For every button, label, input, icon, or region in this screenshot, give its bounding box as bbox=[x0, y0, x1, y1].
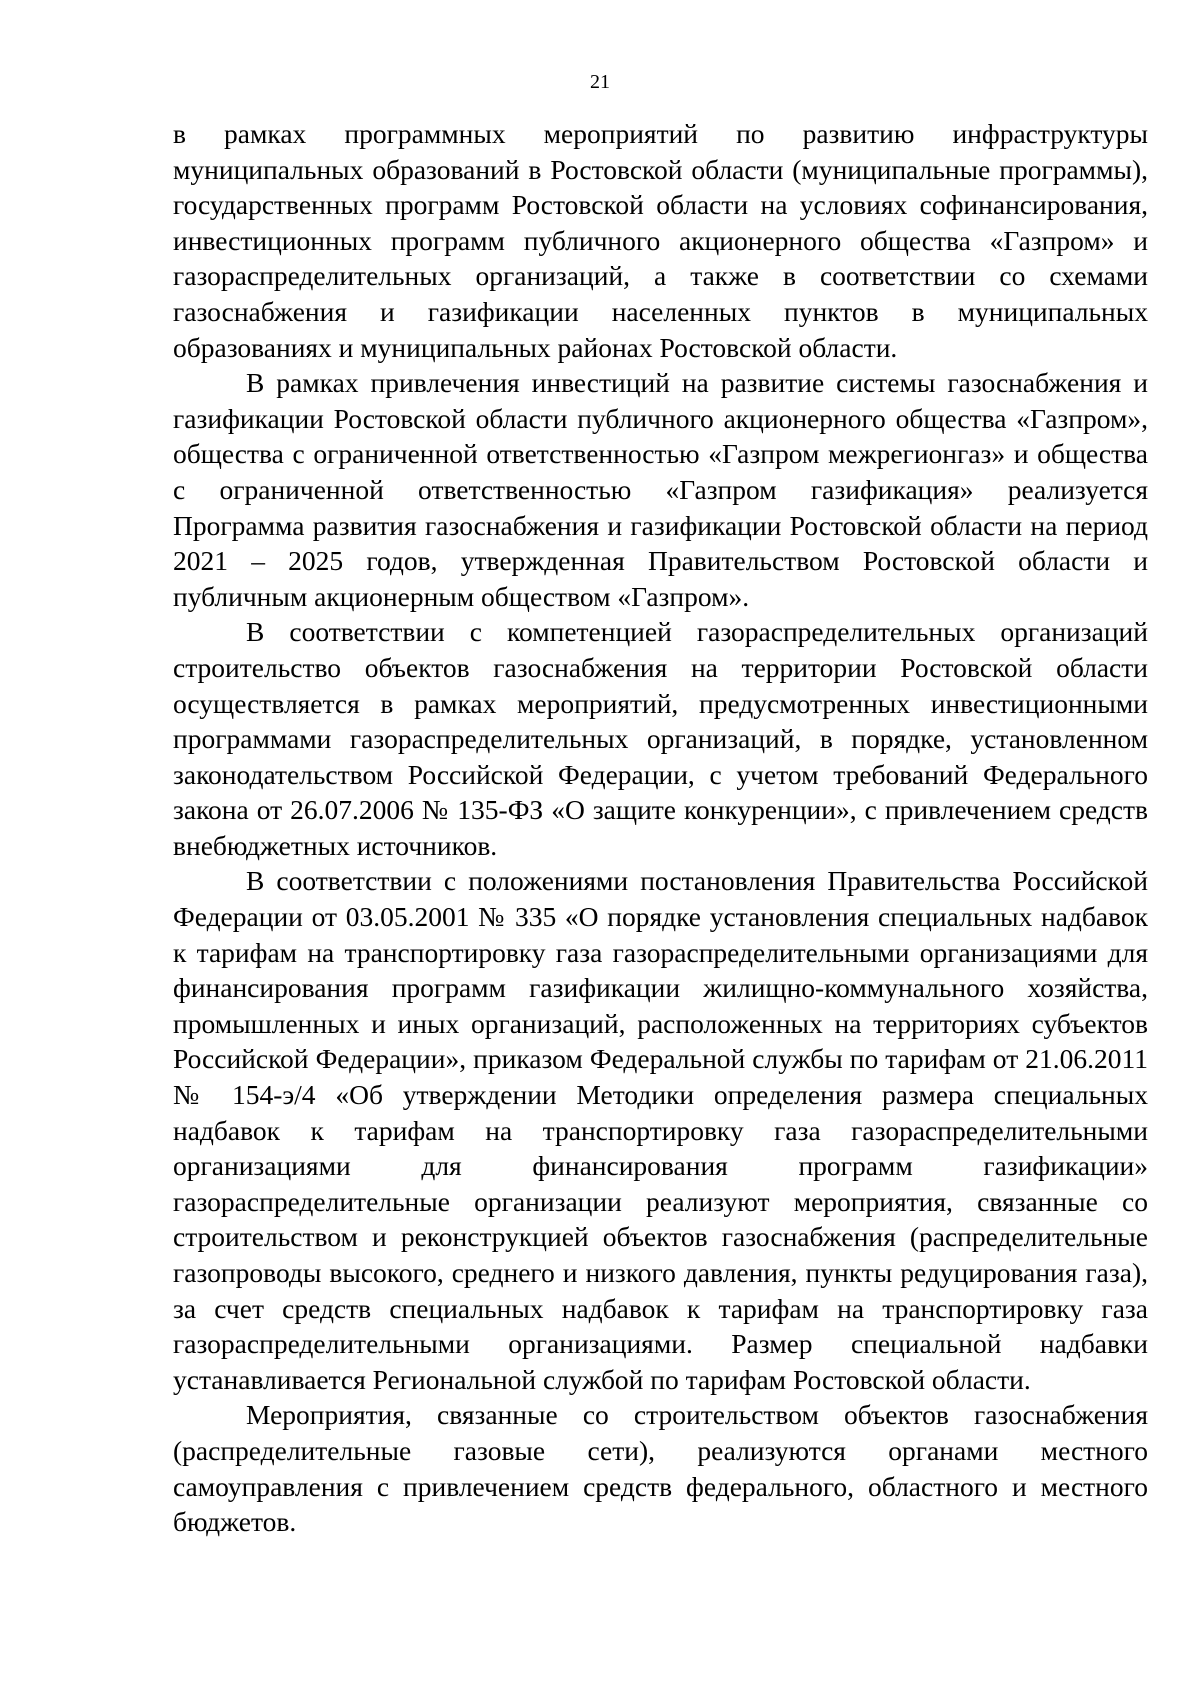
paragraph-special-tariff-surcharges: В соответствии с положениями постановления Правительства Российской Федерации от 03.05.2001 № 335 «О порядке установления специальных надбавок к тарифам на транспортировку газа газораспределительными организациями для финансирования программ газификации жилищно-коммунального хозяйства, промышленных и иных организаций, расположенных на территориях субъектов Российской Федерации», приказом Федеральной службы по тарифам от 21.06.2011 № 154-э/4 «Об утверждении Методики определения размера специальных надбавок к тарифам на транспортировку газа газораспределительными организациями для финансирования программ газификации» газораспределительные организации реализуют мероприятия, связанные со строительством и реконструкцией объектов газоснабжения (распределительные газопроводы высокого, среднего и низкого давления, пункты редуцирования газа), за счет средств специальных надбавок к тарифам на транспортировку газа газораспределительными организациями. Размер специальной надбавки устанавливается Региональной службой по тарифам Ростовской области. bbox=[173, 865, 1148, 1395]
paragraph-local-self-government: Мероприятия, связанные со строительством объектов газоснабжения (распределительные газовые сети), реализуются органами местного самоуправления с привлечением средств федерального, областного и местного бюджетов. bbox=[173, 1399, 1148, 1538]
document-body bbox=[173, 116, 1148, 1540]
page-number: 21 bbox=[590, 71, 610, 93]
paragraph-investment-program: В рамках привлечения инвестиций на развитие системы газоснабжения и газификации Ростовской области публичного акционерного общества «Газпром», общества с ограниченной ответственностью «Газпром межрегионгаз» и общества с ограниченной ответственностью «Газпром газификация» реализуется Программа развития газоснабжения и газификации Ростовской области на период 2021 – 2025 годов, утвержденная Правительством Ростовской области и публичным акционерным обществом «Газпром». bbox=[173, 367, 1148, 612]
paragraph-gas-distribution-organizations: В соответствии с компетенцией газораспределительных организаций строительство объектов газоснабжения на территории Ростовской области осуществляется в рамках мероприятий, предусмотренных инвестиционными программами газораспределительных организаций, в порядке, установленном законодательством Российской Федерации, с учетом требований Федерального закона от 26.07.2006 № 135-ФЗ «О защите конкуренции», с привлечением средств внебюджетных источников. bbox=[173, 616, 1148, 861]
paragraph-continuation: в рамках программных мероприятий по развитию инфраструктуры муниципальных образований в Ростовской области (муниципальные программы), государственных программ Ростовской области на условиях софинансирования, инвестиционных программ публичного акционерного общества «Газпром» и газораспределительных организаций, а также в соответствии со схемами газоснабжения и газификации населенных пунктов в муниципальных образованиях и муниципальных районах Ростовской области. bbox=[173, 118, 1148, 363]
